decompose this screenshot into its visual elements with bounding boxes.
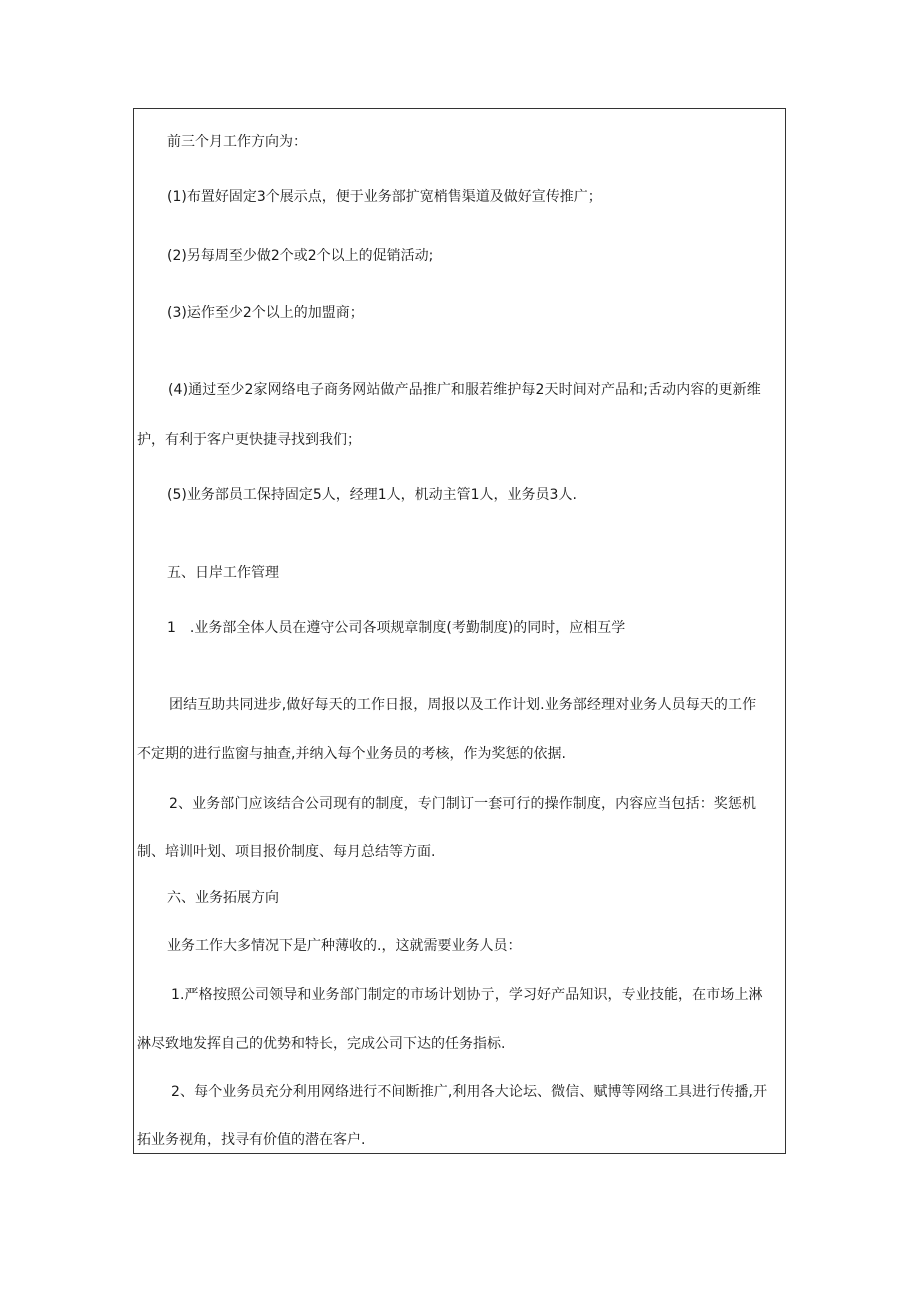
- section-heading: 六、业务拓展方向: [167, 890, 279, 906]
- text-line: 制、培训叶划、项目报价制度、每月总结等方面.: [137, 844, 436, 860]
- text-line: 团结互助共同进步,做好每天的工作日报，周报以及工作计划.业务部经理对业务人员每天的工作: [169, 697, 757, 713]
- text-line: 前三个月工作方向为：: [167, 134, 307, 150]
- text-line: (5)业务部员工保持固定5人，经理1人，机动主管1人，业务员3人.: [167, 487, 577, 503]
- text-line: 1.严格按照公司领导和业务部门制定的市场计划协亍，学习好产品知识，专业技能，在市场上淋: [171, 987, 763, 1003]
- text-line: (4)通过至少2家网络电子商务网站做产品推广和服若维护每2天时间对产品和;舌动内容的更新维: [168, 382, 761, 398]
- text-line: (3)运作至少2个以上的加盟商；: [167, 305, 364, 321]
- text-line: 护，有利于客户更快捷寻找到我们；: [137, 432, 361, 448]
- text-line: 业务工作大多情况下是广种薄收的.，这就需要业务人员：: [167, 938, 522, 954]
- section-heading: 五、日岸工作管理: [167, 565, 279, 581]
- text-line: 拓业务视角，找寻有价值的潜在客户.: [137, 1132, 366, 1148]
- text-line: 2、业务部门应该结合公司现有的制度，专门制订一套可行的操作制度，内容应当包括：奖惩机: [169, 796, 757, 812]
- text-line: 2、每个业务员充分利用网络进行不间断推广,利用各大论坛、微信、赋博等网络工具进行传播,开: [171, 1084, 768, 1100]
- text-line: 不定期的进行监窗与抽查,并纳入每个业务员的考核，作为奖惩的依据.: [137, 746, 566, 762]
- text-line: 淋尽致地发挥自己的优势和特长，完成公司下达的任务指标.: [137, 1036, 506, 1052]
- text-line: 1 .业务部全体人员在遵守公司各项规章制度(考勤制度)的同时，应相互学: [167, 620, 626, 636]
- text-line: (2)另每周至少做2个或2个以上的促销活动;: [167, 248, 434, 264]
- text-line: (1)布置好固定3个展示点，便于业务部扩宽梢售渠道及做好宣传推广；: [167, 189, 602, 205]
